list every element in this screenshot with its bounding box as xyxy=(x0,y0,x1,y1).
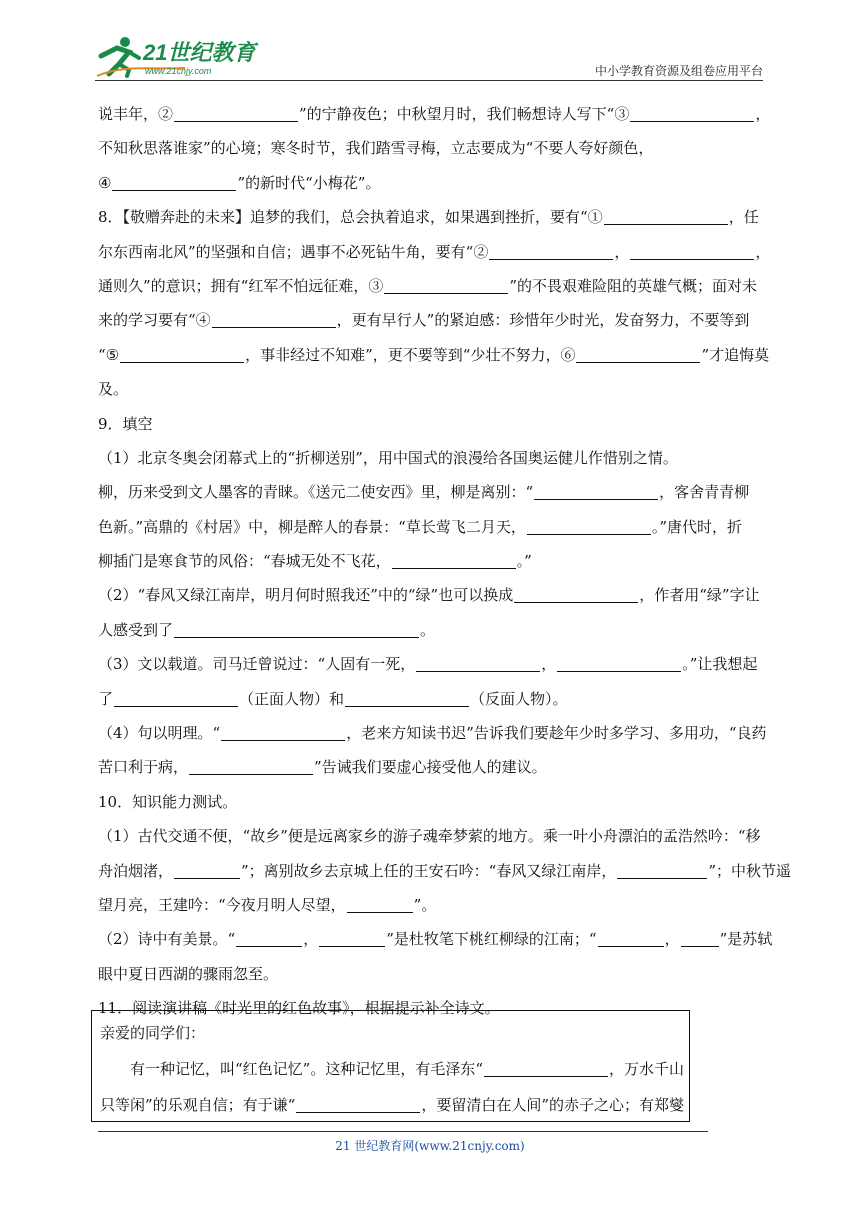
text-line xyxy=(100,1051,689,1087)
line-text: 。 xyxy=(420,620,436,639)
line-text: 柳，历来受到文人墨客的青睐。《送元二使安西》里，柳是离别：“ xyxy=(98,483,534,502)
line-text: ， xyxy=(755,242,771,261)
line-text: 说丰年，② xyxy=(98,105,174,123)
line-text: （1）古代交通不便，“故乡”便是远离家乡的游子魂牵梦萦的地方。乘一叶小舟漂泊的孟浩然吟：“移 xyxy=(98,827,761,846)
line-text: ”的不畏艰难险阻的英雄气概；面对未 xyxy=(509,276,758,295)
line-text: （2）“春风又绿江南岸，明月何时照我还”中的“绿”也可以换成 xyxy=(98,586,514,605)
line-text: ， xyxy=(755,105,771,123)
answer-blank[interactable] xyxy=(236,930,302,947)
answer-blank[interactable] xyxy=(489,243,613,260)
line-text: 8．【敬赠奔赴的未来】追梦的我们，总会执着追求，如果遇到挫折，要有“① xyxy=(98,208,603,227)
text-line xyxy=(98,166,763,200)
line-text: 。” xyxy=(516,552,532,571)
line-text: ，客舍青青柳 xyxy=(659,483,750,502)
line-text: 9．填空 xyxy=(98,414,153,433)
answer-blank[interactable] xyxy=(598,930,664,947)
line-text: 了 xyxy=(98,689,114,708)
text-line xyxy=(100,1087,689,1123)
answer-blank[interactable] xyxy=(174,105,298,122)
answer-blank[interactable] xyxy=(527,518,651,535)
line-text: 柳插门是寒食节的风俗：“春城无处不飞花， xyxy=(98,552,391,571)
line-text: 不知秋思落谁家”的心境；寒冬时节，我们踏雪寻梅，立志要成为“不要人夸好颜色， xyxy=(98,139,654,158)
line-text: 亲爱的同学们： xyxy=(100,1024,206,1042)
line-text: ”；离别故乡去京城上任的王安石吟：“春风又绿江南岸， xyxy=(241,861,617,880)
answer-blank[interactable] xyxy=(112,174,236,191)
line-text: 10．知识能力测试。 xyxy=(98,792,238,811)
runner-logo-icon xyxy=(95,34,265,78)
line-text: ，更有早行人”的紧迫感：珍惜年少时光，发奋努力，不要等到 xyxy=(336,311,750,330)
line-text: ”；中秋节遥 xyxy=(708,861,792,880)
site-logo[interactable] xyxy=(95,34,265,78)
answer-blank[interactable] xyxy=(174,862,240,879)
answer-blank[interactable] xyxy=(416,655,540,672)
line-text: （1）北京冬奥会闭幕式上的“折柳送别”，用中国式的浪漫给各国奥运健儿作惜别之情。 xyxy=(98,448,678,467)
answer-blank[interactable] xyxy=(174,621,419,638)
line-text: 苦口利于病， xyxy=(98,758,189,777)
answer-blank[interactable] xyxy=(630,105,754,122)
line-text: 只等闲”的乐观自信；有于谦“ xyxy=(100,1096,296,1114)
text-line xyxy=(100,1015,689,1051)
line-text: ， xyxy=(664,930,680,949)
answer-blank[interactable] xyxy=(392,552,516,569)
text-line xyxy=(98,819,763,853)
speech-excerpt-box xyxy=(91,1010,690,1122)
text-line xyxy=(98,372,763,406)
answer-blank[interactable] xyxy=(347,896,413,913)
answer-blank[interactable] xyxy=(557,655,681,672)
line-text: （正面人物）和 xyxy=(239,689,345,708)
line-text: ，任 xyxy=(728,208,759,227)
text-line xyxy=(98,475,763,509)
line-text: 来的学习要有“④ xyxy=(98,311,211,330)
text-line xyxy=(98,269,763,303)
text-line xyxy=(98,785,763,819)
header-divider xyxy=(95,80,763,81)
line-text: 11．阅读演讲稿《时光里的红色故事》，根据提示补全诗文。 xyxy=(98,999,500,1018)
answer-blank[interactable] xyxy=(617,862,707,879)
exam-content xyxy=(98,97,792,1026)
line-text: ”才追悔莫 xyxy=(701,345,770,364)
line-text: ”告诫我们要虚心接受他人的建议。 xyxy=(314,758,547,777)
text-line xyxy=(98,441,763,475)
answer-blank[interactable] xyxy=(384,277,508,294)
line-text: 及。 xyxy=(98,380,129,399)
line-text: ”是杜牧笔下桃红柳绿的江南；“ xyxy=(386,930,597,949)
text-line xyxy=(98,716,767,750)
text-line xyxy=(98,200,763,234)
answer-blank[interactable] xyxy=(630,243,754,260)
line-text: 舟泊烟渚， xyxy=(98,861,174,880)
answer-blank[interactable] xyxy=(221,724,345,741)
logo-title: 21世纪教育 xyxy=(143,40,256,65)
line-text: ，事非经过不知难”，更不要等到“少壮不努力，⑥ xyxy=(245,345,576,364)
text-line xyxy=(98,97,771,131)
text-line xyxy=(98,235,771,269)
text-line xyxy=(98,750,763,784)
text-line xyxy=(98,957,763,991)
line-text: 望月亮，王建吟：“今夜月明人尽望， xyxy=(98,895,346,914)
line-text: （3）文以载道。司马迁曾说过：“人固有一死， xyxy=(98,655,416,674)
text-line xyxy=(98,131,763,165)
line-text: ， xyxy=(541,655,557,674)
answer-blank[interactable] xyxy=(484,1060,608,1077)
line-text: ，要留清白在人间”的赤子之心；有郑燮 xyxy=(421,1096,685,1114)
text-line xyxy=(98,647,763,681)
text-line xyxy=(98,854,792,888)
logo-url: www.21cnjy.com xyxy=(145,66,212,76)
text-line xyxy=(98,613,763,647)
text-line xyxy=(98,338,770,372)
line-text: ”的宁静夜色；中秋望月时，我们畅想诗人写下“③ xyxy=(299,105,630,123)
line-text: ”是苏轼 xyxy=(719,930,773,949)
line-text: （4）句以明理。“ xyxy=(98,724,221,743)
line-text: 通则久”的意识；拥有“红军不怕远征难，③ xyxy=(98,276,384,295)
answer-blank[interactable] xyxy=(604,208,728,225)
text-line xyxy=(98,888,763,922)
text-line xyxy=(98,922,773,956)
platform-name: 中小学教育资源及组卷应用平台 xyxy=(594,64,763,78)
answer-blank[interactable] xyxy=(345,690,469,707)
line-text: 人感受到了 xyxy=(98,620,174,639)
line-text: ”。 xyxy=(413,895,437,914)
line-text: ，作者用“绿”字让 xyxy=(639,586,760,605)
line-text: “⑤ xyxy=(98,345,120,364)
line-text: 。”唐代时，折 xyxy=(651,517,743,536)
line-text: ，老来方知读书迟”告诉我们要趁年少时多学习、多用功，“良药 xyxy=(346,724,767,743)
line-text: ④ xyxy=(98,173,112,192)
text-line xyxy=(98,544,763,578)
line-text: ， xyxy=(303,930,319,949)
answer-blank[interactable] xyxy=(114,690,238,707)
text-line xyxy=(98,303,763,337)
answer-blank[interactable] xyxy=(576,346,700,363)
footer-divider xyxy=(98,1131,708,1132)
answer-blank[interactable] xyxy=(319,930,385,947)
answer-blank[interactable] xyxy=(212,311,336,328)
line-text: ”的新时代“小梅花”。 xyxy=(237,173,381,192)
text-line xyxy=(98,578,763,612)
text-line xyxy=(98,407,763,441)
line-text: 。”让我想起 xyxy=(682,655,758,674)
answer-blank[interactable] xyxy=(681,930,719,947)
text-line xyxy=(98,510,763,544)
answer-blank[interactable] xyxy=(120,346,244,363)
line-text: ，万水千山 xyxy=(609,1060,685,1078)
line-text: （2）诗中有美景。“ xyxy=(98,930,236,949)
line-text: 色新。”高鼎的《村居》中，柳是醉人的春景：“草长莺飞二月天， xyxy=(98,517,526,536)
line-text: 眼中夏日西湖的骤雨忽至。 xyxy=(98,964,279,983)
answer-blank[interactable] xyxy=(189,758,313,775)
answer-blank[interactable] xyxy=(534,483,658,500)
line-text: ， xyxy=(614,242,630,261)
page-header xyxy=(95,30,763,82)
line-text: 尔东西南北风”的坚强和自信；遇事不必死钻牛角，要有“② xyxy=(98,242,489,261)
line-text: （反面人物）。 xyxy=(470,689,568,708)
answer-blank[interactable] xyxy=(514,586,638,603)
line-text: 有一种记忆，叫“红色记忆”。这种记忆里，有毛泽东“ xyxy=(100,1060,484,1078)
footer-source: 21 世纪教育网(www.21cnjy.com) xyxy=(335,1139,525,1153)
answer-blank[interactable] xyxy=(296,1096,420,1113)
text-line xyxy=(98,682,763,716)
